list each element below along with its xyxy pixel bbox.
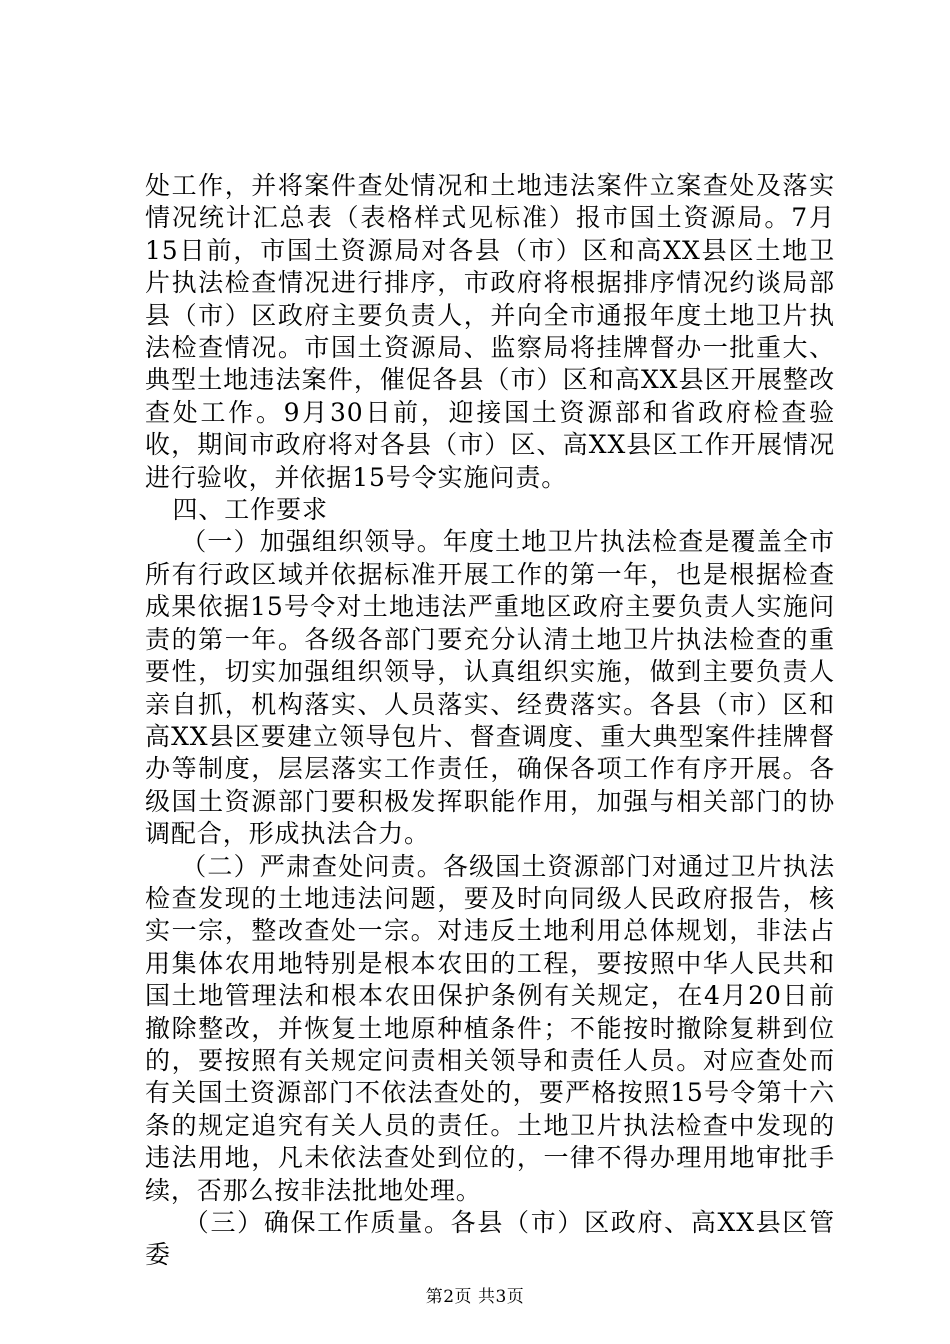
section-heading-work-requirements: 四、工作要求 <box>172 495 328 525</box>
page-number-label: 第2页 共3页 <box>425 1287 525 1307</box>
document-body <box>145 170 835 1272</box>
page-footer <box>0 1287 950 1307</box>
paragraph-organization-leadership: （一）加强组织领导。年度土地卫片执法检查是覆盖全市所有行政区域并依据标准开展工作的第一年，也是根据检查成果依据15号令对土地违法严重地区政府主要负责人实施问责的第一年。各级各部门要充分认清土地卫片执法检查的重要性，切实加强组织领导，认真组织实施，做到主要负责人亲自抓，机构落实、人员落实、经费落实。各县（市）区和高XX县区要建立领导包片、督查调度、重大典型案件挂牌督办等制度，层层落实工作责任，确保各项工作有序开展。各级国土资源部门要积极发挥职能作用，加强与相关部门的协调配合，形成执法合力。 <box>145 527 835 849</box>
paragraph-work-quality: （三）确保工作质量。各县（市）区政府、高XX县区管委 <box>145 1208 835 1270</box>
paragraph-continuation: 处工作，并将案件查处情况和土地违法案件立案查处及落实情况统计汇总表（表格样式见标准）报市国土资源局。7月15日前，市国土资源局对各县（市）区和高XX县区土地卫片执法检查情况进行排序，市政府将根据排序情况约谈局部县（市）区政府主要负责人，并向全市通报年度土地卫片执法检查情况。市国土资源局、监察局将挂牌督办一批重大、典型土地违法案件，催促各县（市）区和高XX县区开展整改查处工作。9月30日前，迎接国土资源部和省政府检查验收，期间市政府将对各县（市）区、高XX县区工作开展情况进行验收，并依据15号令实施问责。 <box>145 171 835 492</box>
paragraph-investigation-accountability: （二）严肃查处问责。各级国土资源部门对通过卫片执法检查发现的土地违法问题，要及时向同级人民政府报告，核实一宗，整改查处一宗。对违反土地利用总体规划，非法占用集体农用地特别是根本农田的工程，要按照中华人民共和国土地管理法和根本农田保护条例有关规定，在4月20日前撤除整改，并恢复土地原种植条件；不能按时撤除复耕到位的，要按照有关规定问责相关领导和责任人员。对应查处而有关国土资源部门不依法查处的，要严格按照15号令第十六条的规定追究有关人员的责任。土地卫片执法检查中发现的违法用地，凡未依法查处到位的，一律不得办理用地审批手续，否那么按非法批地处理。 <box>145 851 835 1205</box>
